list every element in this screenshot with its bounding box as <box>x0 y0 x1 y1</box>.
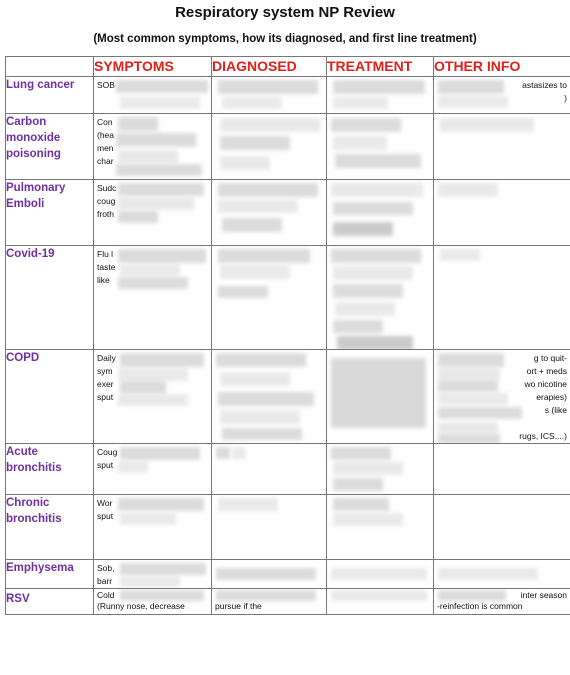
treatment-cell <box>327 560 434 589</box>
diagnosed-continued-text: pursue if the <box>215 601 262 611</box>
symptoms-text: Wor sput <box>97 498 114 521</box>
treatment-cell <box>327 444 434 495</box>
condition-name: Chronic bronchitis <box>6 495 94 560</box>
other-info-text: g to quit- ort + meds wo nicotine erapies) s (like rugs, ICS....) <box>519 353 567 441</box>
treatment-cell <box>327 350 434 444</box>
treatment-cell <box>327 589 434 615</box>
document-subtitle: (Most common symptoms, how its diagnosed, and first line treatment) <box>93 33 477 45</box>
symptoms-cell <box>94 350 212 444</box>
other-info-cell <box>434 495 570 560</box>
diagnosed-cell <box>212 560 327 589</box>
other-info-cell <box>434 444 570 495</box>
diagnosed-cell <box>212 495 327 560</box>
header-symptoms: SYMPTOMS <box>94 57 212 77</box>
treatment-cell <box>327 114 434 180</box>
treatment-cell <box>327 246 434 350</box>
document-title: Respiratory system NP Review <box>175 4 395 21</box>
symptoms-text: Flu l taste like <box>97 249 116 285</box>
other-info-continued-text: -reinfection is common <box>437 601 523 611</box>
treatment-cell <box>327 495 434 560</box>
table-row-chronic-bronchitis <box>6 495 570 560</box>
symptoms-cell <box>94 180 212 246</box>
other-info-text: inter season <box>520 590 567 600</box>
symptoms-text: Sudc coug froth <box>97 183 117 219</box>
condition-name: Emphysema <box>6 560 94 589</box>
symptoms-text: Cold <box>97 590 115 600</box>
table-row-rsv <box>6 589 570 615</box>
condition-name: Lung cancer <box>6 77 94 114</box>
table-row-copd <box>6 350 570 444</box>
table-row-pulmonary-emboli <box>6 180 570 246</box>
condition-name: RSV <box>6 589 94 615</box>
header-other-info: OTHER INFO <box>434 57 570 77</box>
header-treatment: TREATMENT <box>327 57 434 77</box>
diagnosed-cell <box>212 589 327 615</box>
other-info-text: astasizes to ) <box>522 80 567 103</box>
symptoms-cell <box>94 114 212 180</box>
diagnosed-cell <box>212 350 327 444</box>
diagnosed-cell <box>212 444 327 495</box>
symptoms-text: Con (hea men char <box>97 117 115 166</box>
other-info-cell <box>434 560 570 589</box>
condition-name: Covid-19 <box>6 246 94 350</box>
other-info-cell <box>434 180 570 246</box>
symptoms-text: Daily sym exer sput <box>97 353 116 402</box>
table-row-carbon-monoxide <box>6 114 570 180</box>
table-row-lung-cancer <box>6 77 570 114</box>
treatment-cell <box>327 77 434 114</box>
symptoms-cell <box>94 77 212 114</box>
diagnosed-cell <box>212 77 327 114</box>
treatment-cell <box>327 180 434 246</box>
condition-name: Carbon monoxide poisoning <box>6 114 94 180</box>
diagnosed-cell <box>212 246 327 350</box>
other-info-cell <box>434 114 570 180</box>
symptoms-cell <box>94 560 212 589</box>
diagnosed-cell <box>212 114 327 180</box>
symptoms-cell <box>94 246 212 350</box>
symptoms-cell <box>94 589 212 615</box>
symptoms-text: Coug sput <box>97 447 118 470</box>
symptoms-text: Sob, barr <box>97 563 115 586</box>
condition-name: Pulmonary Emboli <box>6 180 94 246</box>
other-info-cell <box>434 350 570 444</box>
other-info-cell <box>434 589 570 615</box>
review-table <box>5 56 570 615</box>
other-info-cell <box>434 246 570 350</box>
condition-name: COPD <box>6 350 94 444</box>
symptoms-cell <box>94 444 212 495</box>
table-row-acute-bronchitis <box>6 444 570 495</box>
symptoms-continued-text: (Runny nose, decrease <box>97 601 185 611</box>
condition-name: Acute bronchitis <box>6 444 94 495</box>
table-row-emphysema <box>6 560 570 589</box>
header-row <box>6 57 570 77</box>
table-row-covid-19 <box>6 246 570 350</box>
symptoms-text: SOB <box>97 80 115 90</box>
header-diagnosed: DIAGNOSED <box>212 57 327 77</box>
other-info-cell <box>434 77 570 114</box>
diagnosed-cell <box>212 180 327 246</box>
header-corner <box>6 57 94 77</box>
symptoms-cell <box>94 495 212 560</box>
